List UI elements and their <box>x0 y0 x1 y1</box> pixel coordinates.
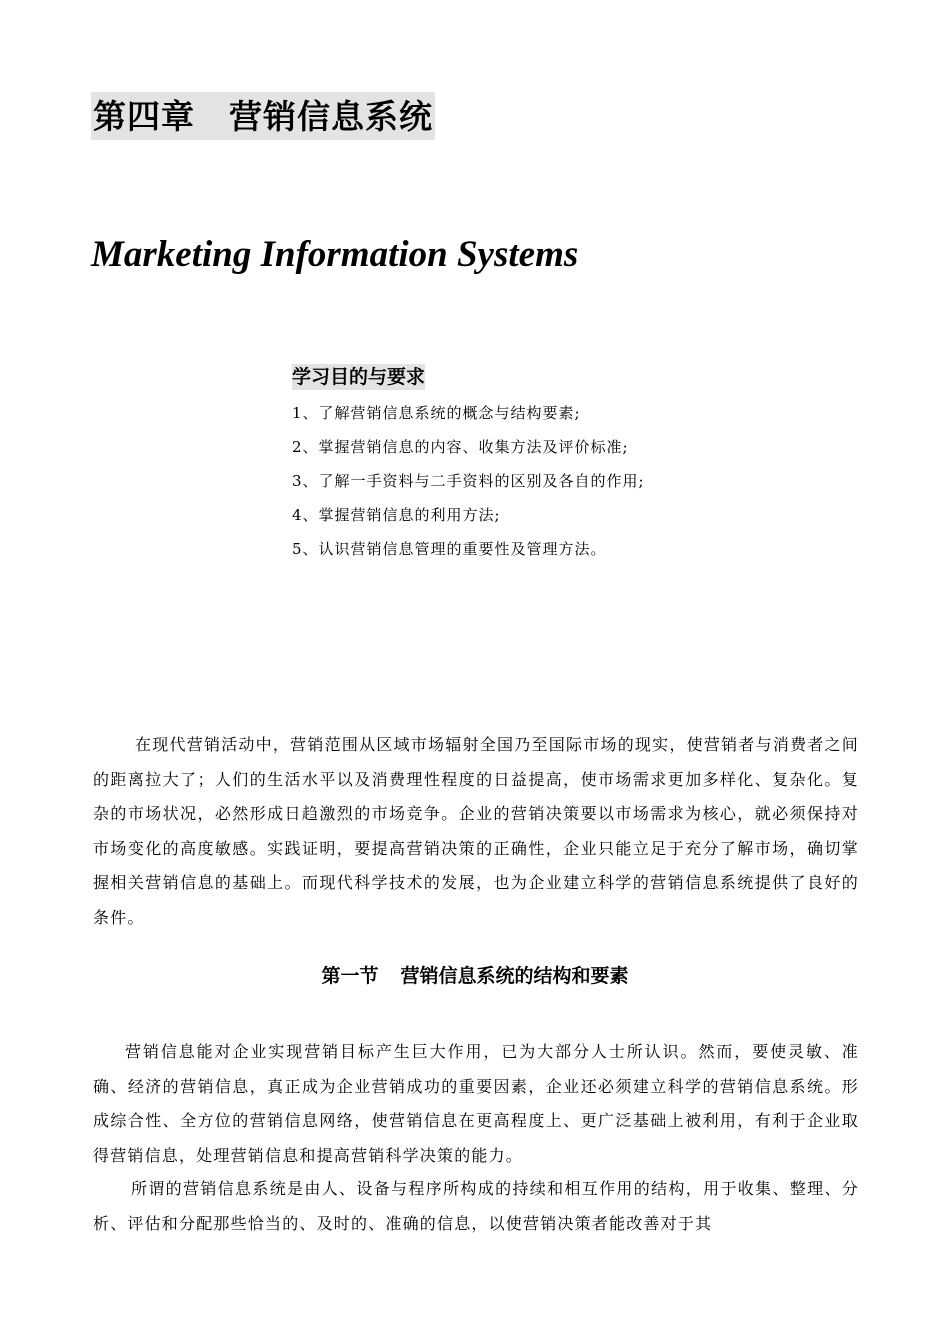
section-name: 营销信息系统的结构和要素 <box>400 965 629 987</box>
objective-item: 1、了解营销信息系统的概念与结构要素; <box>292 404 581 422</box>
chapter-title <box>91 92 435 140</box>
section-paragraph: 营销信息能对企业实现营销目标产生巨大作用，已为大部分人士所认识。然而，要使灵敏、准确、经济的营销信息，真正成为企业营销成功的重要因素，企业还必须建立科学的营销信息系统。形成综合性、全方位的营销信息网络，使营销信息在更高程度上、更广泛基础上被利用，有利于企业取得营销信息，处理营销信息和提高营销科学决策的能力。 <box>93 1042 859 1165</box>
learning-objectives <box>292 364 852 566</box>
objective-item: 2、掌握营销信息的内容、收集方法及评价标准; <box>292 438 629 456</box>
intro-paragraph: 在现代营销活动中，营销范围从区域市场辐射全国乃至国际市场的现实，使营销者与消费者之间的距离拉大了；人们的生活水平以及消费理性程度的日益提高，使市场需求更加多样化、复杂化。复杂的市场状况，必然形成日趋激烈的市场竞争。企业的营销决策要以市场需求为核心，就必须保持对市场变化的高度敏感。实践证明，要提高营销决策的正确性，企业只能立足于充分了解市场，确切掌握相关营销信息的基础上。而现代科学技术的发展，也为企业建立科学的营销信息系统提供了良好的条件。 <box>93 735 859 927</box>
english-title: Marketing Information Systems <box>91 234 579 275</box>
objectives-list <box>292 396 852 566</box>
section-paragraph: 所谓的营销信息系统是由人、设备与程序所构成的持续和相互作用的结构，用于收集、整理、分析、评估和分配那些恰当的、及时的、准确的信息，以使营销决策者能改善对于其 <box>93 1179 859 1233</box>
objective-item: 4、掌握营销信息的利用方法; <box>292 506 501 524</box>
chapter-name: 营销信息系统 <box>229 97 433 136</box>
objectives-heading: 学习目的与要求 <box>292 366 426 388</box>
section-title <box>0 962 950 990</box>
objective-item: 5、认识营销信息管理的重要性及管理方法。 <box>292 540 607 558</box>
chapter-number: 第四章 <box>93 97 195 136</box>
objective-item: 3、了解一手资料与二手资料的区别及各自的作用; <box>292 472 645 490</box>
section-number: 第一节 <box>321 965 379 987</box>
